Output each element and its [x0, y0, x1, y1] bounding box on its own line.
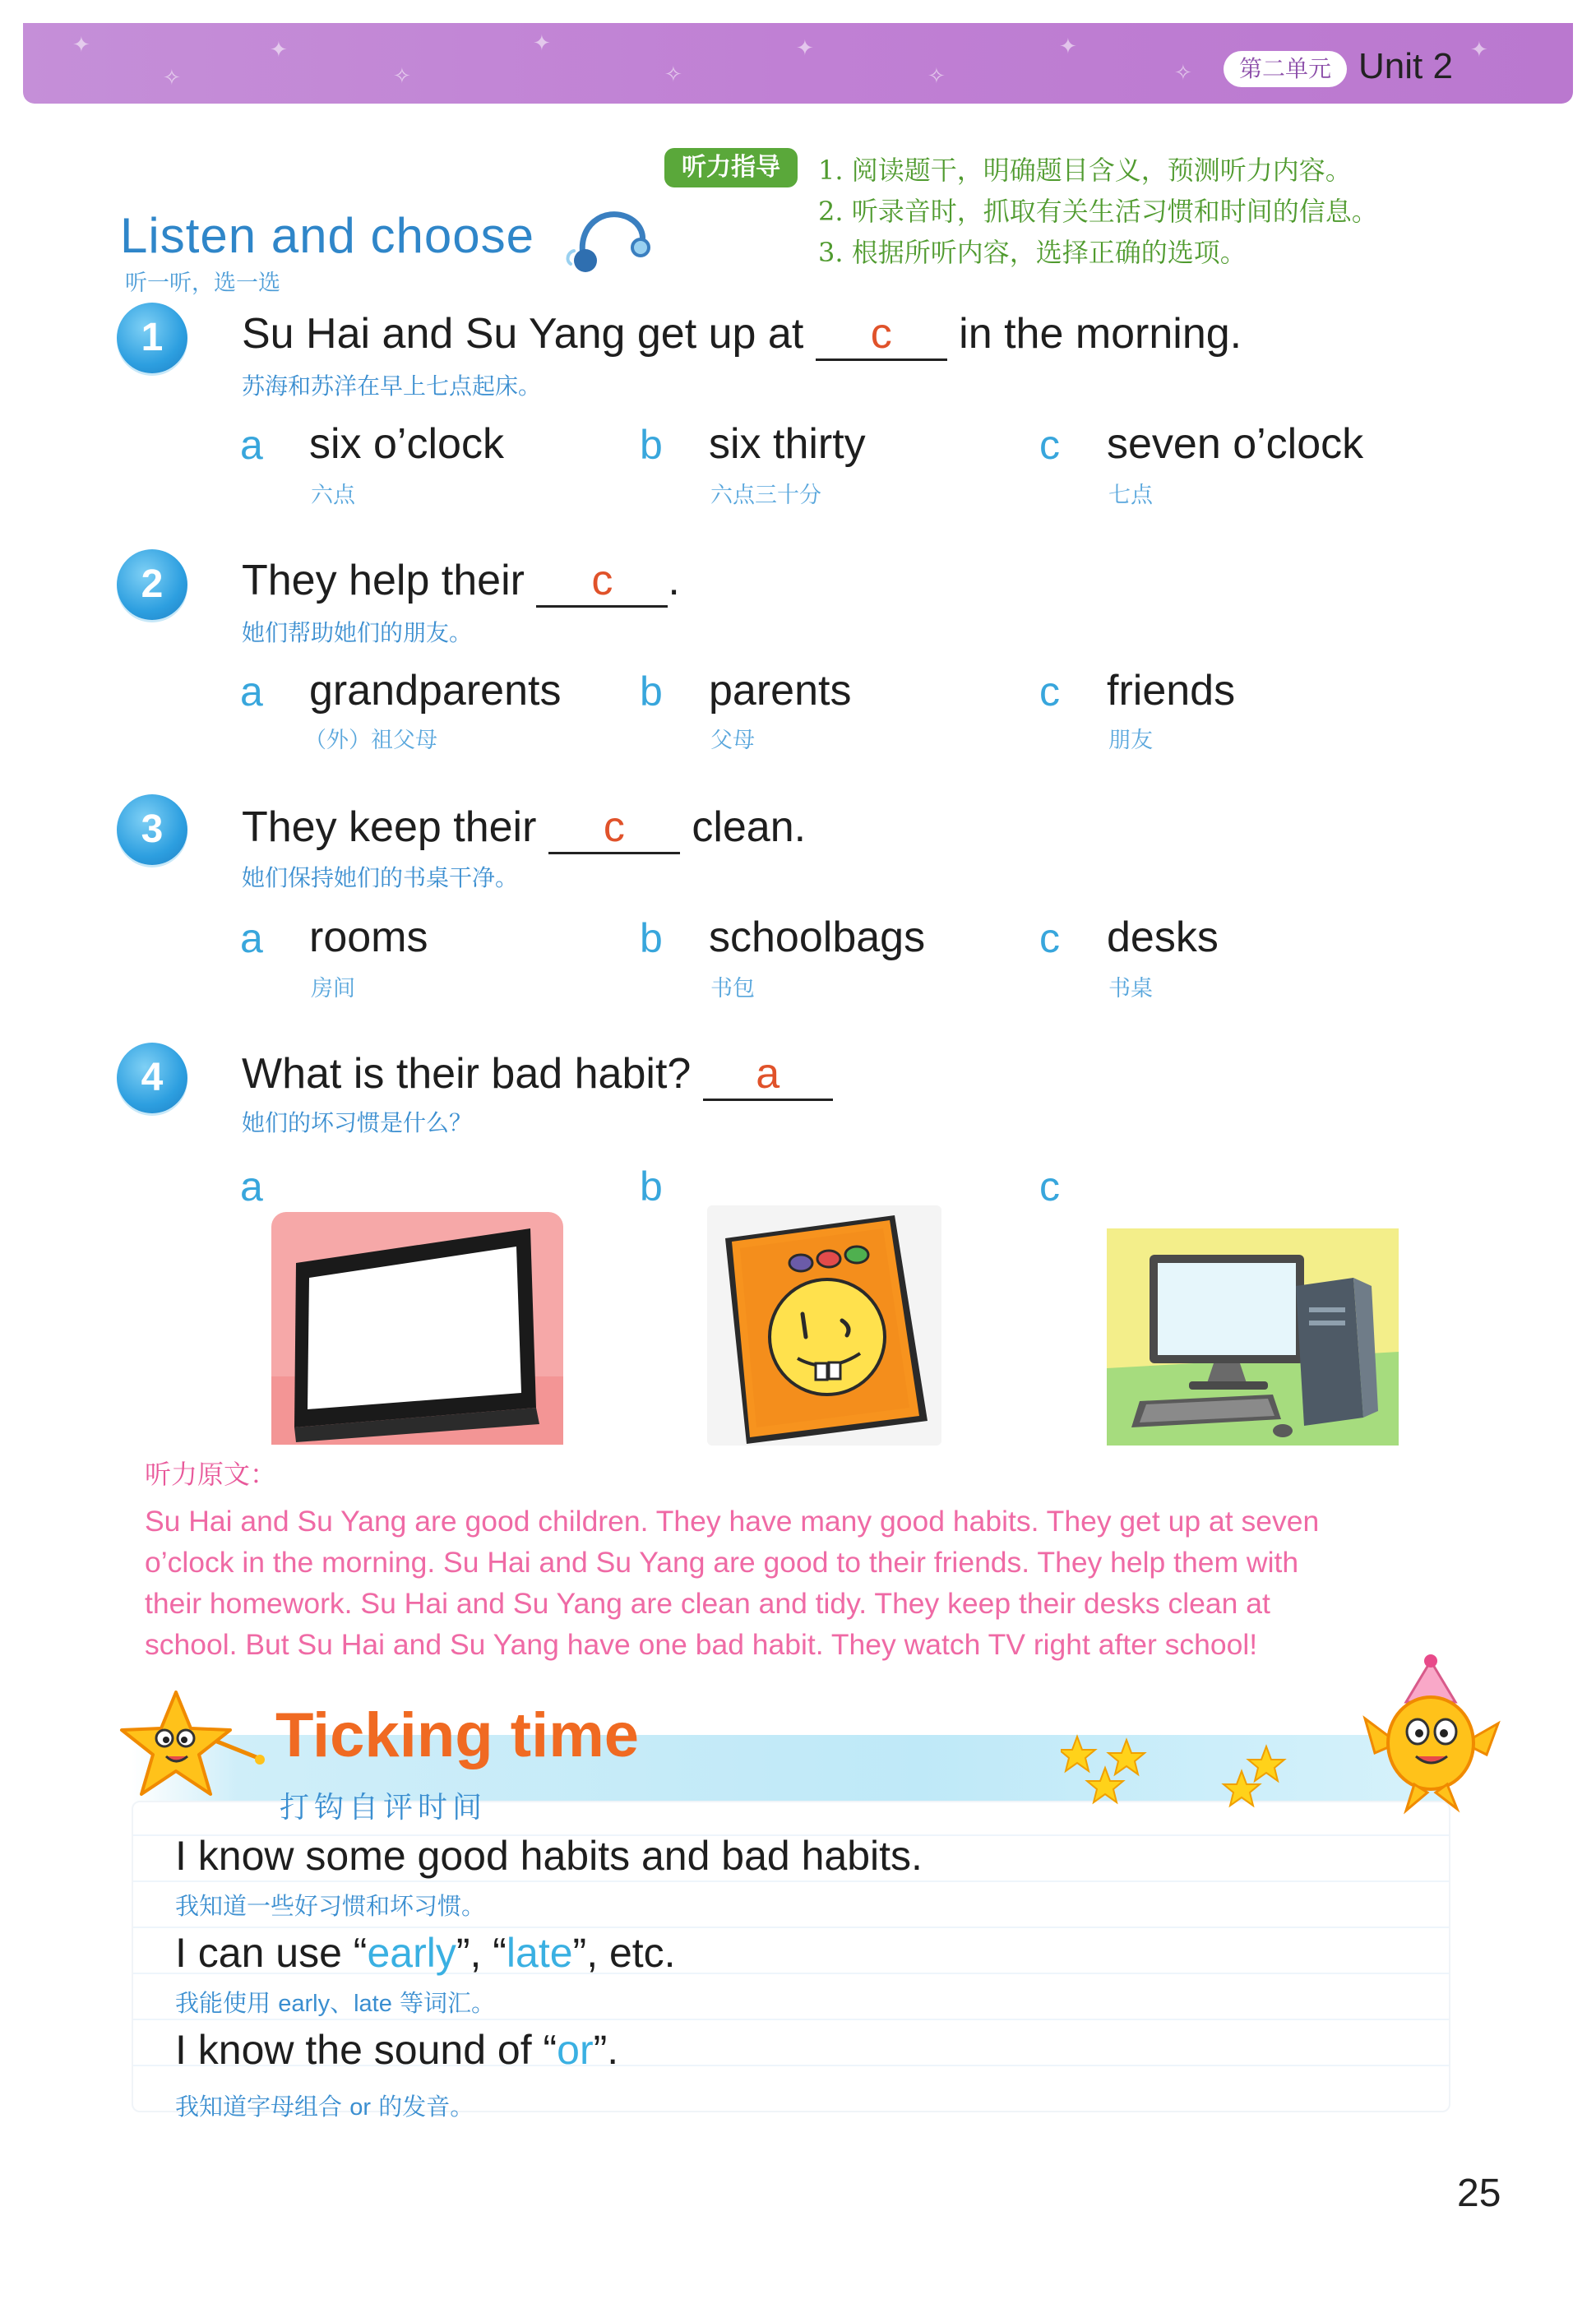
- answer-blank: c: [548, 803, 680, 854]
- option-text: six thirty: [709, 420, 866, 468]
- highlight-word: early: [367, 1930, 456, 1976]
- ticking-item-text: I know some good habits and bad habits.: [175, 1833, 923, 1879]
- transcript-title: 听力原文：: [145, 1459, 277, 1490]
- star-decoration-icon: ✦: [270, 38, 288, 62]
- computer-icon: [1107, 1228, 1399, 1446]
- ticking-item-text: ”, etc.: [572, 1930, 676, 1976]
- question-4-cn: 她们的坏习惯是什么？: [242, 1109, 473, 1136]
- ticking-item-cn-latin: early、late: [278, 1991, 392, 2017]
- headphone-icon: [559, 201, 658, 280]
- option-letter: b: [640, 668, 663, 715]
- unit-label: Unit 2: [1358, 46, 1453, 86]
- option-cn: 六点三十分: [710, 483, 821, 508]
- answer-blank: c: [536, 556, 668, 608]
- option-cn: 书桌: [1108, 976, 1153, 1001]
- ticking-item-cn-text: 等词汇。: [391, 1989, 496, 2017]
- ticking-item-cn-text: 我能使用: [175, 1989, 279, 2017]
- option-text: schoolbags: [709, 914, 926, 961]
- question-2-text: [242, 556, 680, 608]
- question-number-badge: 4: [117, 1043, 187, 1113]
- option-letter: a: [240, 915, 263, 961]
- option-cn: （外）祖父母: [304, 728, 437, 753]
- star-decoration-icon: ✧: [393, 64, 411, 89]
- star-decoration-icon: ✦: [533, 31, 551, 56]
- answer-blank: c: [816, 309, 947, 361]
- transcript-line: o’clock in the morning. Su Hai and Su Yang are good to their friends. They help them with: [145, 1546, 1299, 1579]
- star-decoration-icon: ✦: [1470, 38, 1488, 62]
- ticking-item-1-text: [175, 1832, 923, 1880]
- ticking-item-3-text: [175, 2026, 618, 2074]
- option-letter: b: [640, 915, 663, 961]
- tip-line: 1. 阅读题干，明确题目含义，预测听力内容。: [818, 155, 1352, 186]
- option-text: parents: [709, 667, 852, 715]
- ticking-item-2-cn: [175, 1985, 495, 2019]
- tip-line: 3. 根据所听内容，选择正确的选项。: [818, 237, 1247, 268]
- ticking-item-cn-text: 我知道一些好习惯和坏习惯。: [175, 1892, 486, 1920]
- option-text: grandparents: [309, 667, 562, 715]
- star-decoration-icon: [1061, 1727, 1307, 1817]
- question-number-badge: 1: [117, 303, 187, 373]
- question-2-cn: 她们帮助她们的朋友。: [242, 619, 473, 646]
- ticking-item-2-text: [175, 1929, 676, 1977]
- ticking-item-cn-latin: or: [349, 2094, 372, 2121]
- option-letter: c: [1039, 668, 1060, 715]
- ticking-item-3-cn: [175, 2089, 474, 2122]
- question-text-after: .: [668, 557, 680, 604]
- option-letter: b: [640, 1163, 663, 1210]
- question-text-after: in the morning.: [946, 310, 1242, 358]
- option-cn: 七点: [1108, 483, 1153, 508]
- option-letter: b: [640, 422, 663, 468]
- option-letter: a: [240, 1163, 263, 1210]
- answer-blank: a: [703, 1049, 833, 1101]
- star-decoration-icon: ✧: [664, 62, 682, 87]
- option-text: rooms: [309, 914, 428, 961]
- option-text: desks: [1107, 914, 1219, 961]
- unit-tag-cn: 第二单元: [1224, 51, 1347, 87]
- question-4-text: [242, 1049, 833, 1101]
- question-1-text: [242, 309, 1242, 361]
- ticking-item-cn-text: 的发音。: [371, 2093, 474, 2121]
- ticking-item-1-cn: [175, 1888, 485, 1922]
- ticking-item-text: I can use “: [175, 1930, 368, 1976]
- listening-tips-badge: 听力指导: [664, 148, 798, 187]
- question-number-badge: 2: [117, 549, 187, 620]
- question-text-before: They help their: [242, 557, 537, 604]
- option-text: seven o’clock: [1107, 420, 1364, 468]
- option-letter: c: [1039, 915, 1060, 961]
- question-text-before: Su Hai and Su Yang get up at: [242, 310, 816, 358]
- question-1-cn: 苏海和苏洋在早上七点起床。: [242, 372, 542, 400]
- transcript-line: Su Hai and Su Yang are good children. They have many good habits. They get up at seven: [145, 1505, 1320, 1538]
- question-number-badge: 3: [117, 794, 187, 865]
- question-text-before: What is their bad habit?: [242, 1050, 703, 1098]
- option-cn: 房间: [311, 976, 355, 1001]
- option-cn: 朋友: [1108, 728, 1153, 753]
- ticking-title: Ticking time: [275, 1700, 640, 1770]
- ticking-subtitle: 打钩自评时间: [280, 1791, 488, 1825]
- option-letter: c: [1039, 1163, 1060, 1210]
- mascot-icon: [1349, 1653, 1513, 1817]
- highlight-word: or: [557, 2027, 594, 2073]
- option-text: friends: [1107, 667, 1236, 715]
- option-cn: 六点: [311, 483, 355, 508]
- option-letter: a: [240, 668, 263, 715]
- section-title: Listen and choose: [120, 208, 535, 263]
- option-cn: 父母: [710, 728, 755, 753]
- star-decoration-icon: ✦: [796, 36, 814, 61]
- tip-line: 2. 听录音时，抓取有关生活习惯和时间的信息。: [818, 196, 1378, 227]
- question-3-text: [242, 803, 806, 854]
- ticking-item-text: ”.: [593, 2027, 619, 2073]
- ticking-item-text: ”, “: [456, 1930, 507, 1976]
- highlight-word: late: [506, 1930, 573, 1976]
- transcript-line: school. But Su Hai and Su Yang have one bad habit. They watch TV right after school!: [145, 1628, 1258, 1661]
- star-decoration-icon: ✧: [928, 64, 946, 89]
- transcript-line: their homework. Su Hai and Su Yang are clean and tidy. They keep their desks clean at: [145, 1587, 1270, 1620]
- question-text-before: They keep their: [242, 803, 548, 851]
- question-3-cn: 她们保持她们的书桌干净。: [242, 864, 519, 891]
- ticking-item-text: I know the sound of “: [175, 2027, 557, 2073]
- star-decoration-icon: ✦: [72, 33, 90, 58]
- tv-icon: [271, 1212, 563, 1445]
- ticking-item-cn-text: 我知道字母组合: [175, 2093, 350, 2121]
- star-decoration-icon: ✧: [1174, 61, 1192, 86]
- option-letter: c: [1039, 422, 1060, 468]
- star-mascot-icon: [118, 1686, 266, 1809]
- option-cn: 书包: [710, 976, 755, 1001]
- question-text-after: clean.: [679, 803, 807, 851]
- option-letter: a: [240, 422, 263, 468]
- option-text: six o’clock: [309, 420, 504, 468]
- star-decoration-icon: ✦: [1059, 35, 1077, 59]
- page-number: 25: [1457, 2172, 1501, 2215]
- star-decoration-icon: ✧: [163, 66, 181, 90]
- book-icon: [707, 1205, 941, 1446]
- section-subtitle: 听一听，选一选: [125, 271, 280, 296]
